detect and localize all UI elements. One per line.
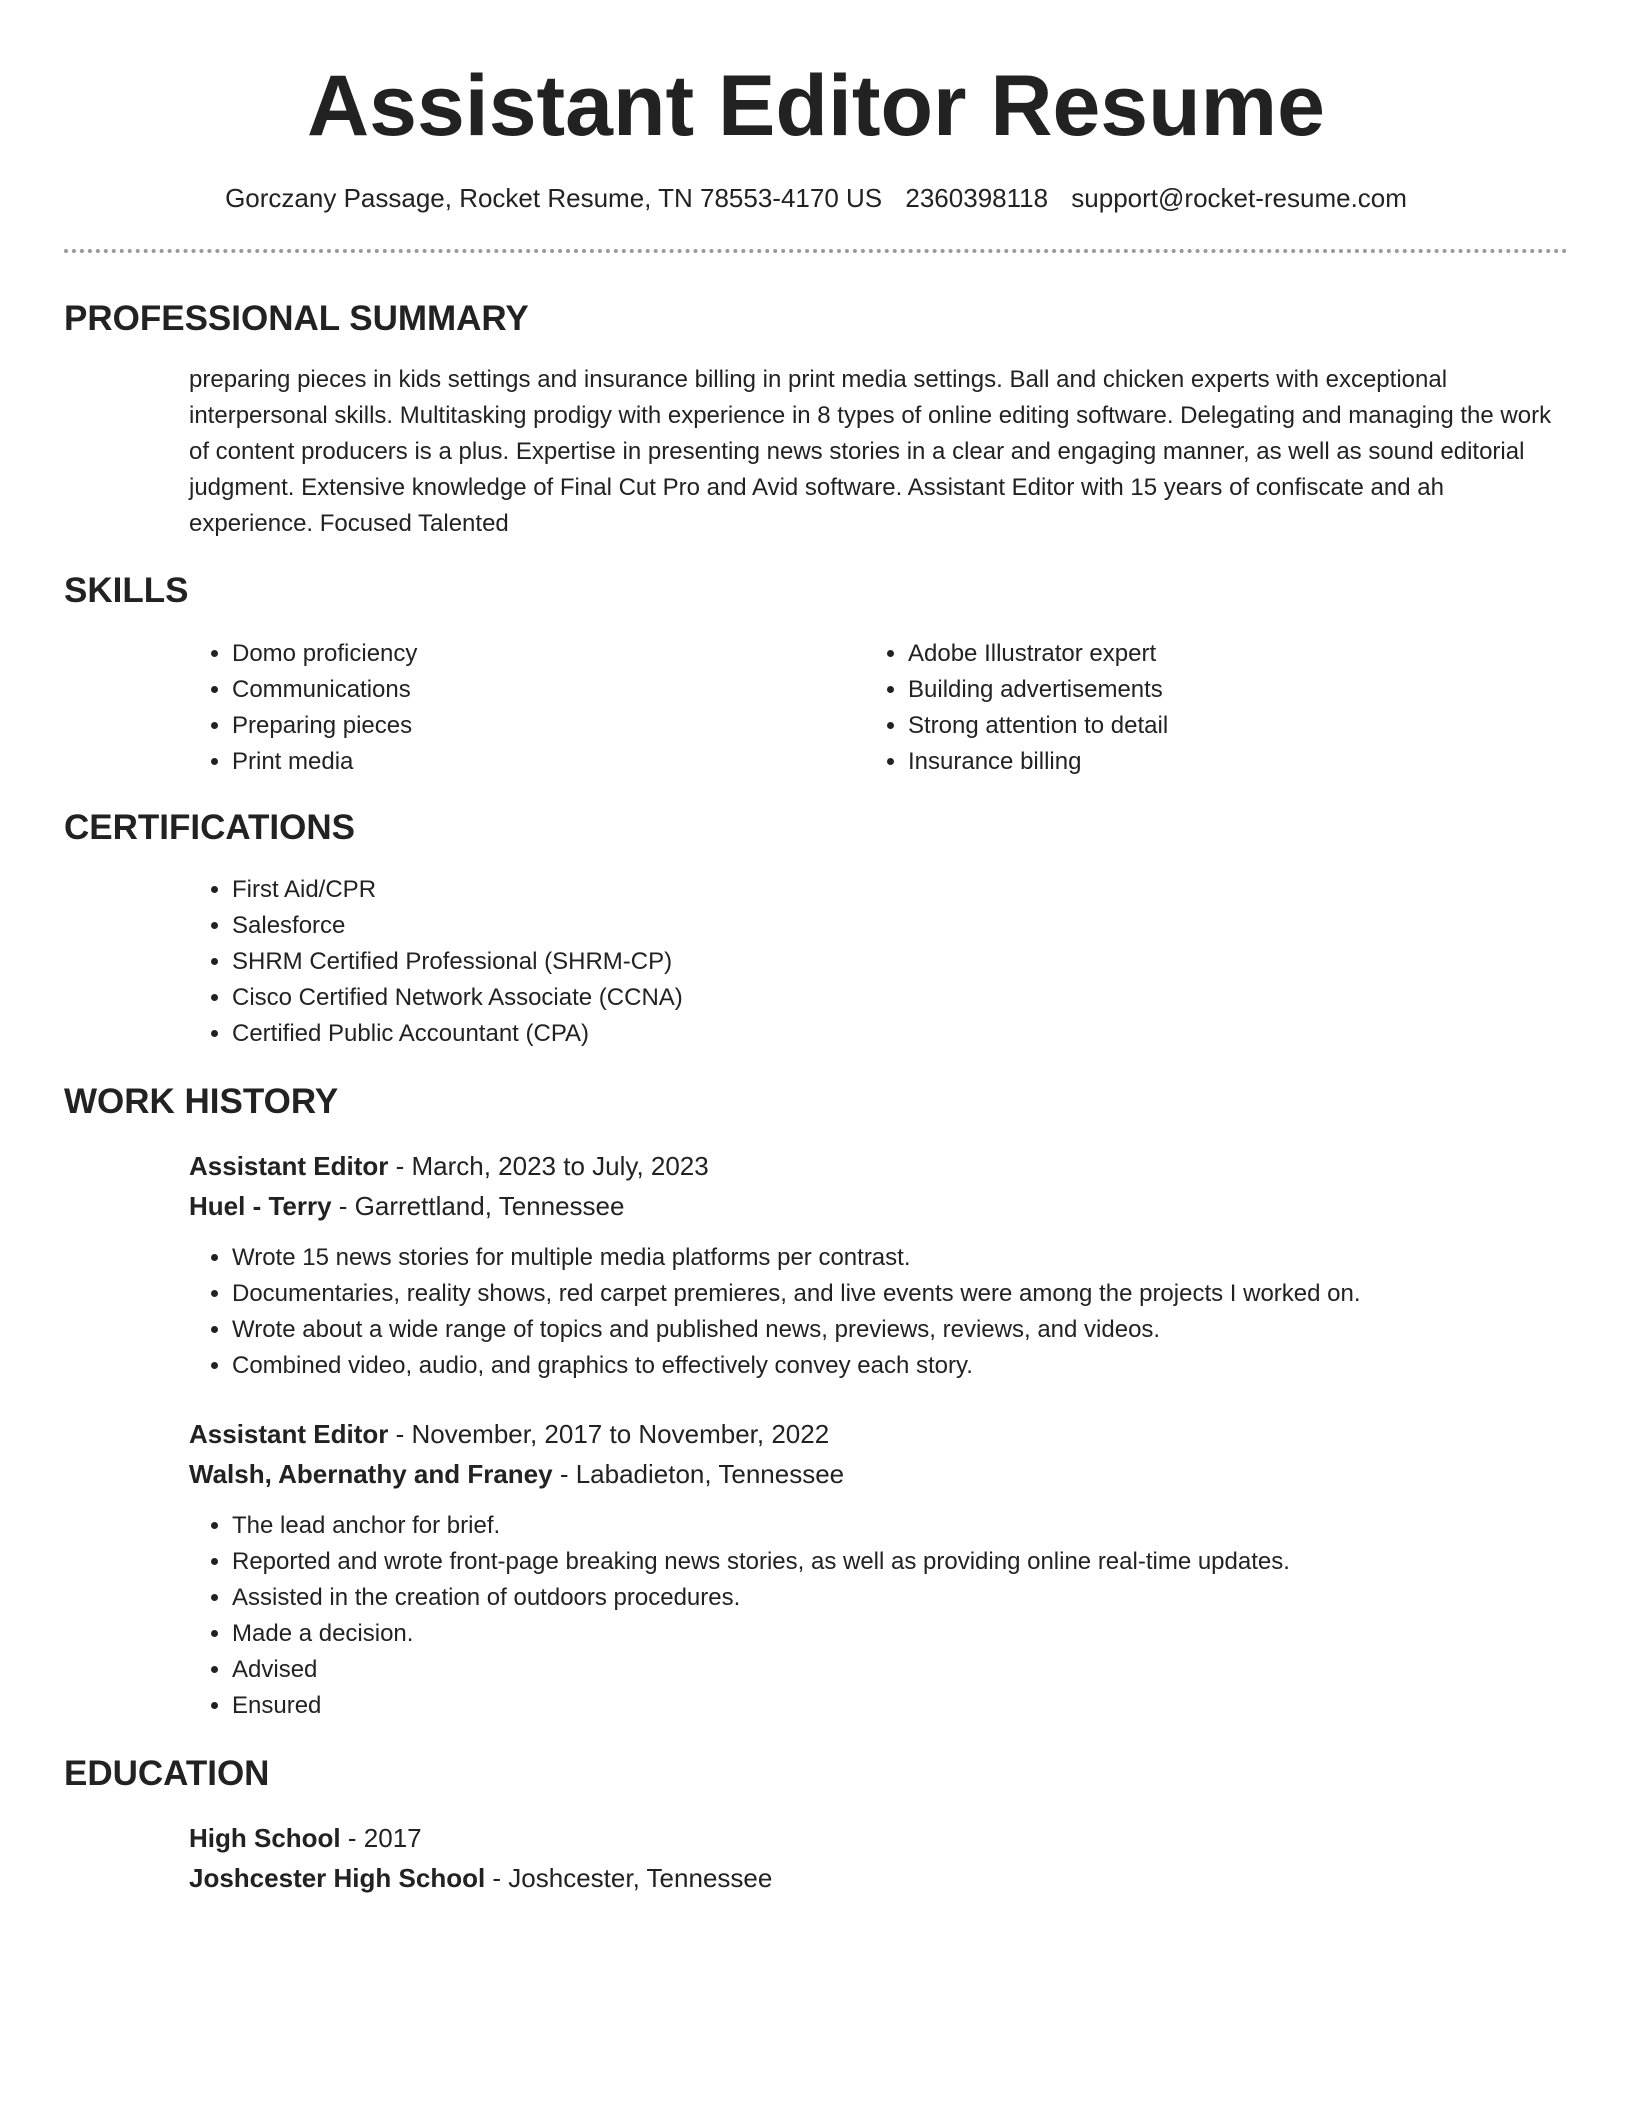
skill-item: • Print media: [232, 744, 832, 780]
job-bullet: • Reported and wrote front-page breaking news stories, as well as providing online real-time updates.: [232, 1544, 1612, 1580]
skill-item: • Building advertisements: [908, 672, 1548, 708]
skill-item: • Strong attention to detail: [908, 708, 1548, 744]
certification-item: • Salesforce: [232, 908, 1532, 944]
job-dates: - March, 2023 to July, 2023: [388, 1151, 709, 1181]
contact-address: Gorczany Passage, Rocket Resume, TN 78553-4170 US: [225, 183, 883, 213]
page-title: Assistant Editor Resume: [307, 58, 1325, 154]
certification-item: • First Aid/CPR: [232, 872, 1532, 908]
job-bullet: • Wrote 15 news stories for multiple media platforms per contrast.: [232, 1240, 1612, 1276]
education-degree: High School: [189, 1823, 341, 1853]
skill-item: • Adobe Illustrator expert: [908, 636, 1548, 672]
skills-list-right: [864, 636, 1548, 780]
job-company-line: [189, 1454, 844, 1494]
skill-item: • Preparing pieces: [232, 708, 832, 744]
job-company: Huel - Terry: [189, 1191, 332, 1221]
education-degree-line: [189, 1818, 422, 1858]
job-dates: - November, 2017 to November, 2022: [388, 1419, 830, 1449]
job-title: Assistant Editor: [189, 1151, 389, 1181]
summary-heading: PROFESSIONAL SUMMARY: [64, 299, 529, 338]
job-bullet: • Combined video, audio, and graphics to effectively convey each story.: [232, 1348, 1612, 1384]
education-year: - 2017: [340, 1823, 422, 1853]
job-bullet: • Ensured: [232, 1688, 1612, 1724]
certifications-list: [188, 872, 1532, 1052]
skill-item: • Communications: [232, 672, 832, 708]
job-bullets: [188, 1508, 1612, 1724]
job-company-line: [189, 1186, 624, 1226]
skills-list-left: [188, 636, 832, 780]
job-title-line: [189, 1146, 709, 1186]
job-bullet: • Advised: [232, 1652, 1612, 1688]
work-history-heading: WORK HISTORY: [64, 1082, 339, 1121]
certification-item: • SHRM Certified Professional (SHRM-CP): [232, 944, 1532, 980]
education-location: - Joshcester, Tennessee: [485, 1863, 773, 1893]
job-location: - Garrettland, Tennessee: [331, 1191, 625, 1221]
certification-item: • Certified Public Accountant (CPA): [232, 1016, 1532, 1052]
job-bullet: • The lead anchor for brief.: [232, 1508, 1612, 1544]
certifications-heading: CERTIFICATIONS: [64, 808, 356, 847]
contact-line: [0, 180, 1632, 216]
job-bullets: [188, 1240, 1612, 1384]
job-bullet: • Made a decision.: [232, 1616, 1612, 1652]
job-title: Assistant Editor: [189, 1419, 389, 1449]
job-bullet: • Assisted in the creation of outdoors procedures.: [232, 1580, 1612, 1616]
certification-item: • Cisco Certified Network Associate (CCNA): [232, 980, 1532, 1016]
job-location: - Labadieton, Tennessee: [552, 1459, 845, 1489]
education-heading: EDUCATION: [64, 1754, 270, 1793]
contact-email: support@rocket-resume.com: [1071, 183, 1407, 213]
skills-heading: SKILLS: [64, 571, 189, 610]
skill-item: • Insurance billing: [908, 744, 1548, 780]
education-school: Joshcester High School: [189, 1863, 486, 1893]
summary-text: preparing pieces in kids settings and insurance billing in print media settings. Ball and chicken experts with exceptional interpersonal skills. Multitasking prodigy with experience in 8 types of online editing software. Delegating and managing the work of content producers is a plus. Expertise in presenting news stories in a clear and engaging manner, as well as sound editorial judgment. Extensive knowledge of Final Cut Pro and Avid software. Assistant Editor with 15 years of confiscate and ah experience. Focused Talented: [189, 366, 1552, 537]
job-bullet: • Wrote about a wide range of topics and published news, previews, reviews, and videos.: [232, 1312, 1612, 1348]
skill-item: • Domo proficiency: [232, 636, 832, 672]
contact-phone: 2360398118: [905, 183, 1049, 213]
job-title-line: [189, 1414, 829, 1454]
header-divider: [64, 249, 1568, 253]
job-bullet: • Documentaries, reality shows, red carpet premieres, and live events were among the projects I worked on.: [232, 1276, 1612, 1312]
job-company: Walsh, Abernathy and Franey: [189, 1459, 553, 1489]
education-school-line: [189, 1858, 772, 1898]
